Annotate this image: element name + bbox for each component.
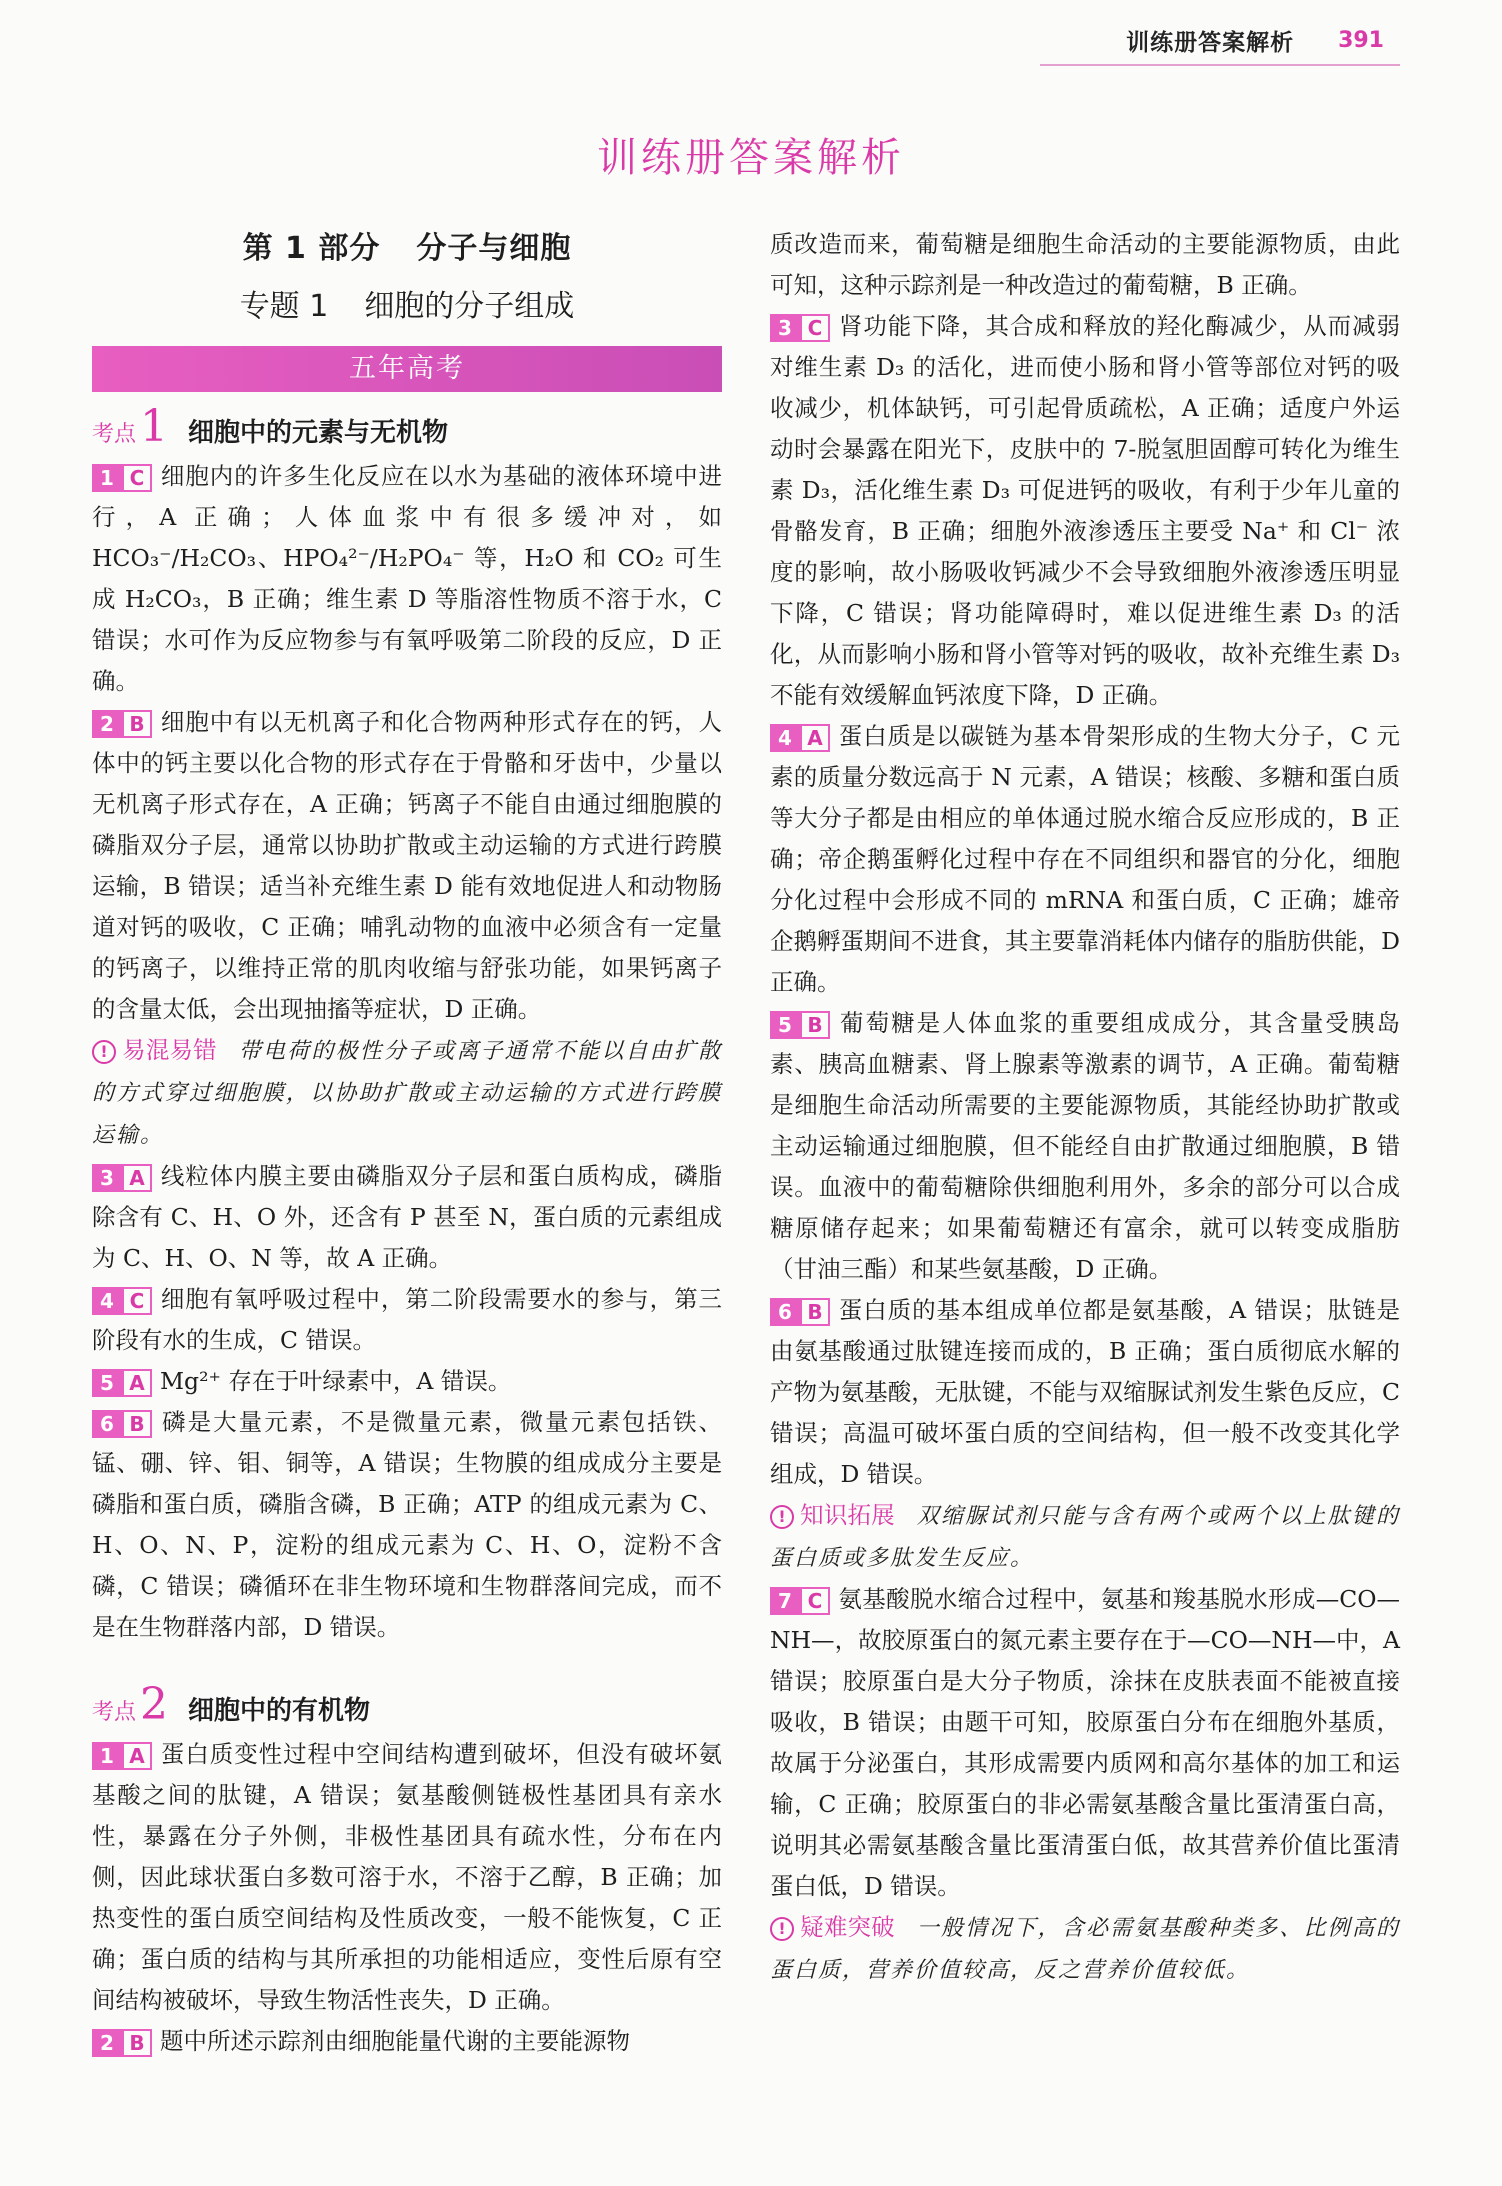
kaodian-label: 考点: [92, 1700, 137, 1725]
question-badge: [92, 464, 152, 492]
answer-item: [92, 2021, 722, 2062]
question-badge: [770, 1298, 830, 1326]
answer-letter: C: [800, 1587, 830, 1615]
kaodian-label: 考点: [92, 422, 137, 447]
answer-letter: B: [122, 2029, 152, 2057]
header-rule: [1040, 64, 1400, 66]
answer-item: [770, 1579, 1400, 1907]
answer-letter: C: [122, 464, 152, 492]
answer-text: 蛋白质的基本组成单位都是氨基酸，A 错误；肽链是由氨基酸通过肽键连接而成的，B 正确；蛋白质彻底水解的产物为氨基酸，无肽键，不能与双缩脲试剂发生紫色反应，C 错误；高温可破坏蛋白质的空间结构，但一般不改变其化学组成，D 错误。: [770, 1296, 1400, 1488]
question-number: 6: [770, 1298, 800, 1326]
answer-text: 葡萄糖是人体血浆的重要组成成分，其含量受胰岛素、胰高血糖素、肾上腺素等激素的调节，A 正确。葡萄糖是细胞生命活动所需要的主要能源物质，其能经协助扩散或主动运输通过细胞膜，但不能经自由扩散通过细胞膜，B 错误。血液中的葡萄糖除供细胞利用外，多余的部分可以合成糖原储存起来；如果葡萄糖还有富余，就可以转变成脂肪（甘油三酯）和某些氨基酸，D 正确。: [770, 1009, 1400, 1283]
question-badge: [92, 1369, 152, 1397]
kaodian-title: 细胞中的有机物: [188, 1696, 371, 1726]
part-label: 第 1 部分: [242, 231, 381, 266]
answer-text: 细胞有氧呼吸过程中，第二阶段需要水的参与，第三阶段有水的生成，C 错误。: [92, 1285, 722, 1354]
alert-icon: !: [770, 1505, 794, 1529]
running-header-title: 训练册答案解析: [1126, 30, 1295, 56]
answer-letter: A: [122, 1742, 152, 1770]
question-badge: [92, 1287, 152, 1315]
answer-letter: A: [122, 1369, 152, 1397]
tip-note: [770, 1907, 1400, 1991]
answer-text: 题中所述示踪剂由细胞能量代谢的主要能源物: [160, 2027, 630, 2055]
question-badge: [770, 1011, 830, 1039]
answer-item: [92, 1156, 722, 1279]
answer-letter: B: [800, 1011, 830, 1039]
answer-letter: A: [122, 1164, 152, 1192]
part-name: 分子与细胞: [416, 231, 572, 266]
tip-text: 一般情况下，含必需氨基酸种类多、比例高的蛋白质，营养价值较高，反之营养价值较低。: [770, 1916, 1400, 1983]
answer-letter: B: [122, 710, 152, 738]
alert-icon: !: [770, 1917, 794, 1941]
topic-label: 专题 1: [239, 289, 329, 324]
answer-text: 肾功能下降，其合成和释放的羟化酶减少，从而减弱对维生素 D₃ 的活化，进而使小肠和肾小管等部位对钙的吸收减少，机体缺钙，可引起骨质疏松，A 正确；适度户外运动时会暴露在阳光下，皮肤中的 7-脱氢胆固醇可转化为维生素 D₃，活化维生素 D₃ 可促进钙的吸收，有利于少年儿童的骨骼发育，B 正确；细胞外液渗透压主要受 Na⁺ 和 Cl⁻ 浓度的影响，故小肠吸收钙减少不会导致细胞外液渗透压明显下降，C 错误；肾功能障碍时，难以促进维生素 D₃ 的活化，从而影响小肠和肾小管等对钙的吸收，故补充维生素 D₃ 不能有效缓解血钙浓度下降，D 正确。: [770, 312, 1400, 709]
kaodian-number: 1: [140, 401, 169, 452]
tip-note: [770, 1495, 1400, 1579]
right-column: [770, 224, 1400, 1991]
answer-text: 细胞中有以无机离子和化合物两种形式存在的钙，人体中的钙主要以化合物的形式存在于骨骼和牙齿中，少量以无机离子形式存在，A 正确；钙离子不能自由通过细胞膜的磷脂双分子层，通常以协助扩散或主动运输的方式进行跨膜运输，B 错误；适当补充维生素 D 能有效地促进人和动物肠道对钙的吸收，C 正确；哺乳动物的血液中必须含有一定量的钙离子，以维持正常的肌肉收缩与舒张功能，如果钙离子的含量太低，会出现抽搐等症状，D 正确。: [92, 708, 722, 1023]
page-title: 训练册答案解析: [597, 135, 905, 181]
question-badge: [770, 724, 830, 752]
kaodian-heading-2: [92, 1679, 722, 1734]
answer-item: [92, 1361, 722, 1402]
question-badge: [92, 1742, 152, 1770]
answer-letter: A: [800, 724, 830, 752]
answer-item: [92, 702, 722, 1030]
question-badge: [92, 710, 152, 738]
question-badge: [92, 2029, 152, 2057]
tip-label: 知识拓展: [800, 1501, 895, 1529]
alert-icon: !: [92, 1040, 116, 1064]
running-header: [1126, 24, 1384, 57]
answer-letter: C: [122, 1287, 152, 1315]
tip-text: 带电荷的极性分子或离子通常不能以自由扩散的方式穿过细胞膜，以协助扩散或主动运输的方式进行跨膜运输。: [92, 1039, 722, 1148]
answer-text: 蛋白质变性过程中空间结构遭到破坏，但没有破坏氨基酸之间的肽键，A 错误；氨基酸侧链极性基团具有亲水性，暴露在分子外侧，非极性基团具有疏水性，分布在内侧，因此球状蛋白多数可溶于水，不溶于乙醇，B 正确；加热变性的蛋白质空间结构及性质改变，一般不能恢复，C 正确；蛋白质的结构与其所承担的功能相适应，变性后原有空间结构被破坏，导致生物活性丧失，D 正确。: [92, 1740, 722, 2014]
answer-item: [770, 306, 1400, 716]
answer-text: 线粒体内膜主要由磷脂双分子层和蛋白质构成，磷脂除含有 C、H、O 外，还含有 P 甚至 N，蛋白质的元素组成为 C、H、O、N 等，故 A 正确。: [92, 1162, 722, 1272]
question-number: 3: [92, 1164, 122, 1192]
answer-item: [92, 1402, 722, 1648]
question-badge: [92, 1164, 152, 1192]
question-number: 2: [92, 710, 122, 738]
answer-letter: C: [800, 314, 830, 342]
answer-item: [770, 1290, 1400, 1495]
answer-text: Mg²⁺ 存在于叶绿素中，A 错误。: [160, 1367, 512, 1395]
question-number: 5: [92, 1369, 122, 1397]
answer-item: [92, 456, 722, 702]
question-badge: [770, 1587, 830, 1615]
question-number: 6: [92, 1410, 122, 1438]
left-column: [92, 222, 722, 2062]
kaodian-heading-1: [92, 401, 722, 456]
answer-item: [92, 1279, 722, 1361]
answer-letter: B: [122, 1410, 152, 1438]
page-number: 391: [1338, 28, 1384, 53]
answer-item: [770, 716, 1400, 1003]
question-number: 4: [770, 724, 800, 752]
question-badge: [92, 1410, 152, 1438]
kaodian-title: 细胞中的元素与无机物: [188, 418, 449, 448]
section-banner: 五年高考: [92, 346, 722, 392]
answer-text: 磷是大量元素，不是微量元素，微量元素包括铁、锰、硼、锌、钼、铜等，A 错误；生物膜的组成成分主要是磷脂和蛋白质，磷脂含磷，B 正确；ATP 的组成元素为 C、H、O、N、P，淀粉的组成元素为 C、H、O，淀粉不含磷，C 错误；磷循环在非生物环境和生物群落间完成，而不是在生物群落内部，D 错误。: [92, 1408, 722, 1641]
question-number: 1: [92, 1742, 122, 1770]
part-title: [92, 222, 722, 276]
answer-item: [770, 1003, 1400, 1290]
tip-label: 疑难突破: [800, 1913, 895, 1941]
question-number: 3: [770, 314, 800, 342]
topic-title: [92, 280, 722, 334]
kaodian-number: 2: [140, 1679, 169, 1730]
question-number: 5: [770, 1011, 800, 1039]
tip-text: 双缩脲试剂只能与含有两个或两个以上肽键的蛋白质或多肽发生反应。: [770, 1504, 1400, 1571]
answer-text: 细胞内的许多生化反应在以水为基础的液体环境中进行，A 正确；人体血浆中有很多缓冲对，如 HCO₃⁻/H₂CO₃、HPO₄²⁻/H₂PO₄⁻ 等，H₂O 和 CO₂ 可生成 H₂CO₃，B 正确；维生素 D 等脂溶性物质不溶于水，C 错误；水可作为反应物参与有氧呼吸第二阶段的反应，D 正确。: [92, 462, 722, 695]
tip-note: [92, 1030, 722, 1156]
question-badge: [770, 314, 830, 342]
topic-name: 细胞的分子组成: [364, 289, 575, 324]
answer-letter: B: [800, 1298, 830, 1326]
tip-label: 易混易错: [122, 1036, 217, 1064]
question-number: 4: [92, 1287, 122, 1315]
answer-continuation: 质改造而来，葡萄糖是细胞生命活动的主要能源物质，由此可知，这种示踪剂是一种改造过的葡萄糖，B 正确。: [770, 230, 1400, 299]
answer-item: [92, 1734, 722, 2021]
question-number: 1: [92, 464, 122, 492]
question-number: 7: [770, 1587, 800, 1615]
question-number: 2: [92, 2029, 122, 2057]
answer-text: 蛋白质是以碳链为基本骨架形成的生物大分子，C 元素的质量分数远高于 N 元素，A 错误；核酸、多糖和蛋白质等大分子都是由相应的单体通过脱水缩合反应形成的，B 正确；帝企鹅蛋孵化过程中存在不同组织和器官的分化，细胞分化过程中会形成不同的 mRNA 和蛋白质，C 正确；雄帝企鹅孵蛋期间不进食，其主要靠消耗体内储存的脂肪供能，D 正确。: [770, 722, 1400, 996]
spacer: [92, 1648, 722, 1670]
answer-text: 氨基酸脱水缩合过程中，氨基和羧基脱水形成—CO—NH—，故胶原蛋白的氮元素主要存在于—CO—NH—中，A 错误；胶原蛋白是大分子物质，涂抹在皮肤表面不能被直接吸收，B 错误；由题干可知，胶原蛋白分布在细胞外基质，故属于分泌蛋白，其形成需要内质网和高尔基体的加工和运输，C 正确；胶原蛋白的非必需氨基酸含量比蛋清蛋白高，说明其必需氨基酸含量比蛋清蛋白低，故其营养价值比蛋清蛋白低，D 错误。: [770, 1585, 1400, 1900]
